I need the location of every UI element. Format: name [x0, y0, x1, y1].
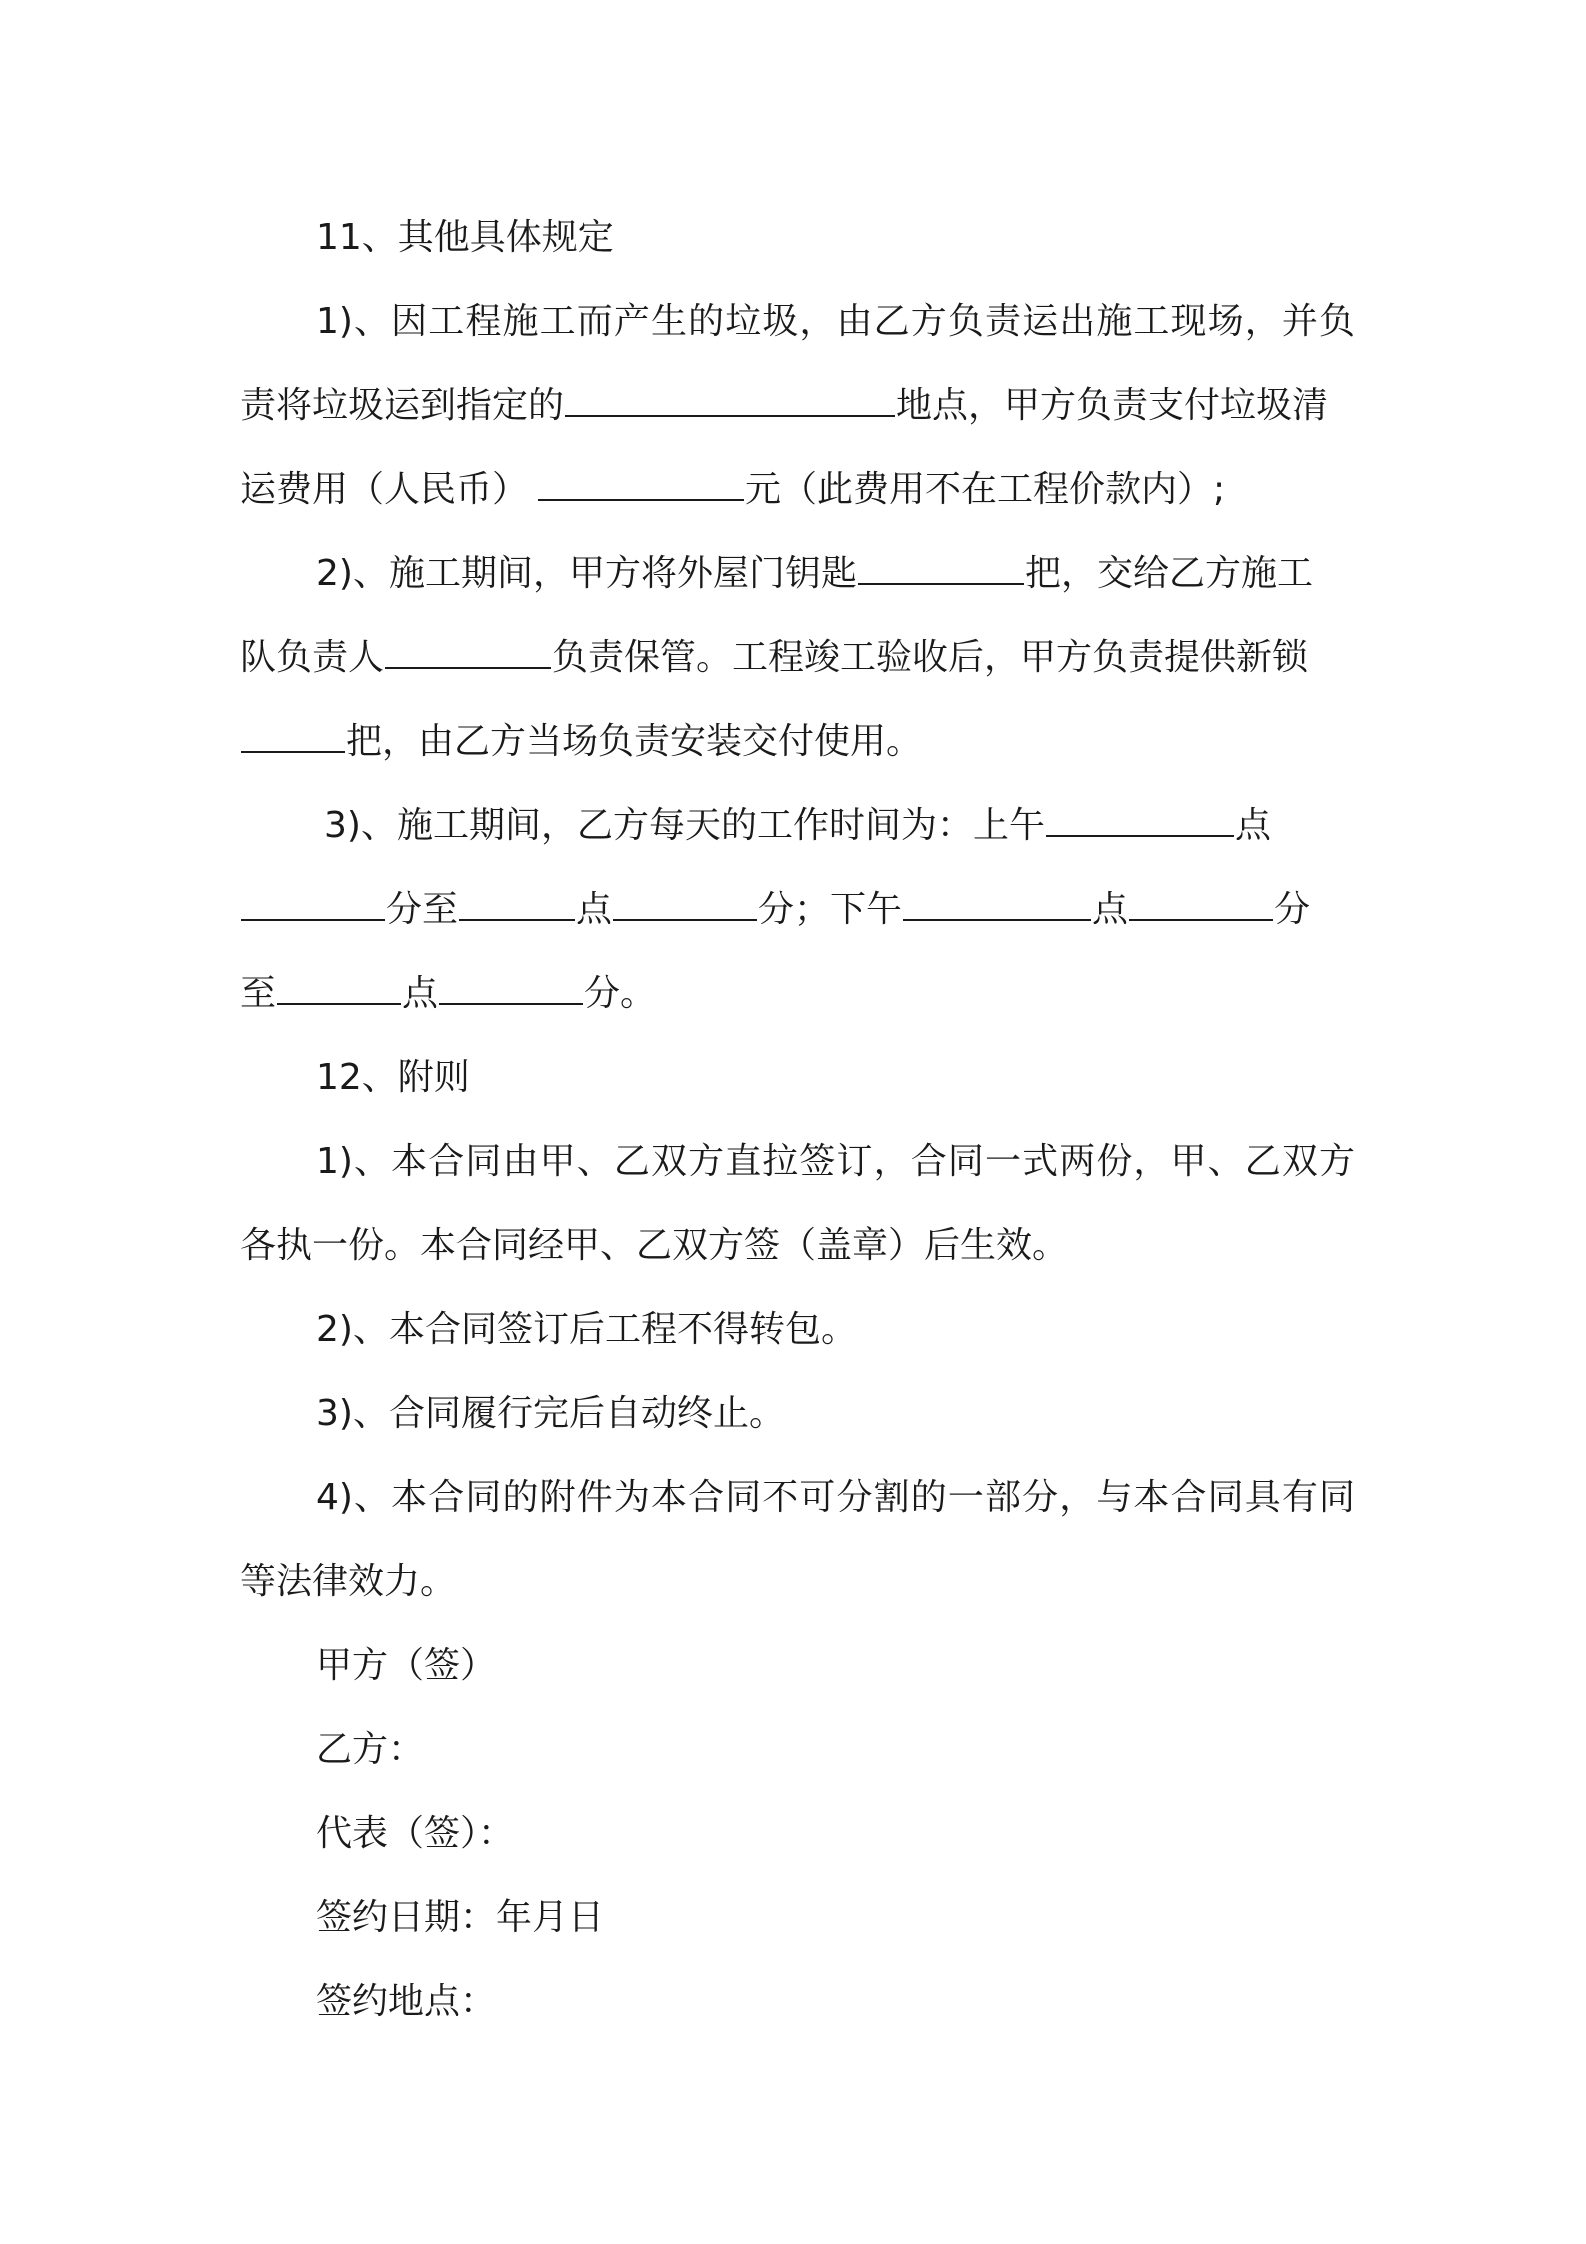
clause-text: 队负责人: [240, 637, 385, 678]
clause-text: 分；下午: [758, 889, 903, 930]
blank-field: [1046, 805, 1234, 837]
representative-signature: 代表（签）：: [316, 1813, 515, 1854]
clause-text: 分: [1274, 889, 1311, 930]
clause-11-2-line-2: [240, 616, 1355, 700]
blank-field: [241, 889, 385, 921]
clause-text: 3)、施工期间，乙方每天的工作时间为：上午: [324, 805, 1045, 846]
clause-text: 地点，甲方负责支付垃圾清: [896, 385, 1329, 426]
clause-12-1-line-2: 各执一份。本合同经甲、乙双方签（盖章）后生效。: [240, 1225, 1069, 1266]
clause-text: 运费用（人民币）: [240, 469, 529, 510]
clause-text: 点: [576, 889, 613, 930]
sign-date: 签约日期：年月日: [316, 1897, 605, 1938]
clause-11-3-line-1: [240, 784, 1355, 868]
clause-11-3-line-2: [240, 868, 1355, 952]
clause-12-1-line-1: 1)、本合同由甲、乙双方直拉签订，合同一式两份，甲、乙双方: [316, 1141, 1355, 1182]
section-12-heading: 12、附则: [316, 1057, 470, 1098]
contract-page: [240, 196, 1355, 2044]
clause-text: 元（此费用不在工程价款内）;: [745, 469, 1226, 510]
clause-12-4-line-1: 4)、本合同的附件为本合同不可分割的一部分，与本合同具有同: [316, 1477, 1355, 1518]
clause-text: 把，交给乙方施工: [1024, 553, 1313, 594]
clause-text: 把，由乙方当场负责安装交付使用。: [346, 721, 923, 762]
clause-text: 点: [402, 973, 439, 1014]
blank-field: [565, 385, 895, 417]
blank-field: [459, 889, 575, 921]
section-11-heading: 11、其他具体规定: [316, 217, 614, 258]
clause-12-4-line-2: 等法律效力。: [240, 1561, 457, 1602]
clause-11-2-line-1: [240, 532, 1355, 616]
blank-field: [613, 889, 757, 921]
clause-text: 分至: [386, 889, 459, 930]
blank-field: [1129, 889, 1273, 921]
party-b: 乙方：: [316, 1729, 425, 1770]
clause-11-1-line-3: [240, 448, 1355, 532]
clause-11-3-line-3: [240, 952, 1355, 1036]
blank-field: [903, 889, 1091, 921]
clause-11-2-line-3: [240, 700, 1355, 784]
blank-field: [277, 973, 401, 1005]
clause-11-1-line-1: 1)、因工程施工而产生的垃圾，由乙方负责运出施工现场，并负: [316, 301, 1355, 342]
clause-11-1-line-2: [240, 364, 1355, 448]
blank-field: [385, 637, 551, 669]
clause-12-3: 3)、合同履行完后自动终止。: [316, 1393, 785, 1434]
blank-field: [858, 553, 1024, 585]
clause-12-2: 2)、本合同签订后工程不得转包。: [316, 1309, 857, 1350]
clause-text: 点: [1234, 805, 1271, 846]
clause-text: 负责保管。工程竣工验收后，甲方负责提供新锁: [552, 637, 1309, 678]
clause-text: 2)、施工期间，甲方将外屋门钥匙: [316, 553, 857, 594]
sign-place: 签约地点：: [316, 1981, 497, 2022]
clause-text: 点: [1092, 889, 1129, 930]
blank-field: [241, 721, 345, 753]
party-a-signature: 甲方（签）: [316, 1645, 497, 1686]
clause-text: 至: [240, 973, 277, 1014]
clause-text: 分。: [584, 973, 657, 1014]
blank-field: [439, 973, 583, 1005]
blank-field: [538, 469, 744, 501]
clause-text: 责将垃圾运到指定的: [240, 385, 565, 426]
